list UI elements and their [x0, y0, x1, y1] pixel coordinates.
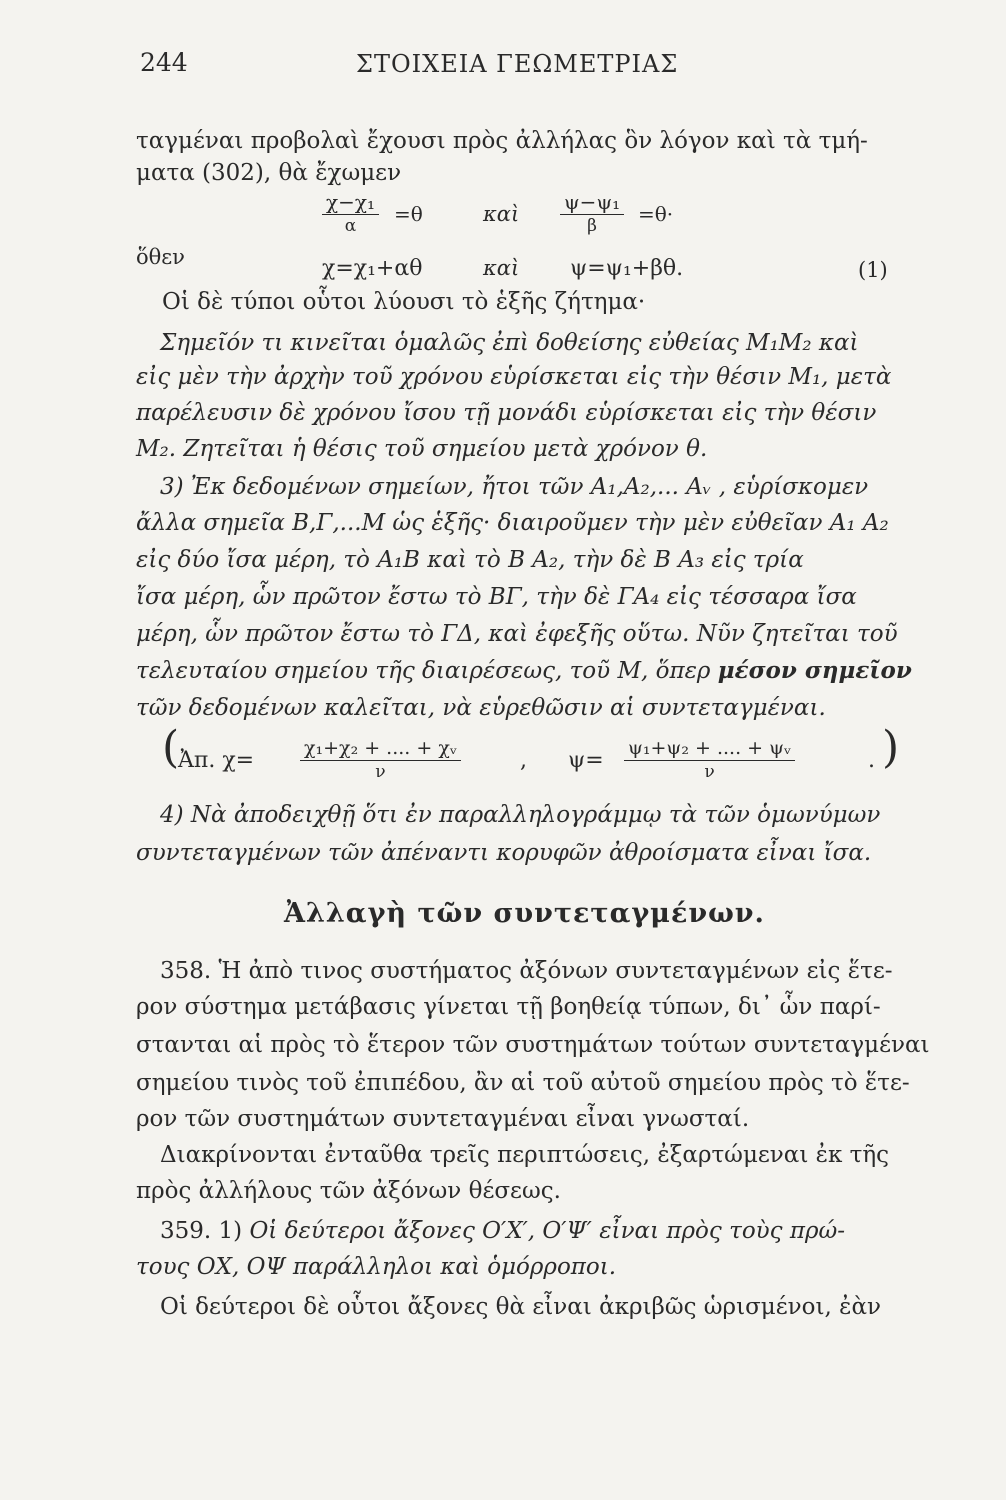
text-line: ταγμέναι προβολαὶ ἔχουσι πρὸς ἀλλήλας ὃν λόγον καὶ τὰ τμή-	[136, 128, 868, 154]
paragraph-line: ρον σύστημα μετάβασις γίνεται τῇ βοηθείᾳ τύπων, δι᾽ ὧν παρί-	[136, 994, 881, 1020]
problem-line: Σημεῖόν τι κινεῖται ὁμαλῶς ἐπὶ δοθείσης εὐθείας Μ₁Μ₂ καὶ	[160, 330, 859, 356]
answer-fraction-psi	[624, 736, 795, 783]
paragraph-line: Διακρίνονται ἐνταῦθα τρεῖς περιπτώσεις, ἐξαρτώμεναι ἐκ τῆς	[160, 1142, 890, 1168]
fraction-denominator: α	[344, 216, 357, 236]
exercise-line: τῶν δεδομένων καλεῖται, νὰ εὑρεθῶσιν αἱ συντεταγμέναι.	[136, 695, 826, 721]
fraction-numerator: ψ₁+ψ₂ + .... + ψᵥ	[624, 736, 795, 761]
exercise-line: εἰς δύο ἴσα μέρη, τὸ Α₁Β καὶ τὸ Β Α₂, τὴν δὲ Β Α₃ εἰς τρία	[136, 547, 804, 573]
equals-theta: =θ·	[638, 202, 674, 226]
answer-fraction-x	[300, 736, 461, 783]
answer-x: Ἀπ. χ=	[178, 748, 255, 773]
conjunction: καὶ	[483, 256, 520, 280]
exercise-text: τελευταίου σημείου τῆς διαιρέσεως, τοῦ Μ, ὅπερ	[136, 658, 718, 684]
exercise-line: ἴσα μέρη, ὧν πρῶτον ἔστω τὸ ΒΓ, τὴν δὲ ΓΑ₄ εἰς τέσσαρα ἴσα	[136, 584, 857, 610]
fraction-psi	[560, 190, 624, 237]
paragraph-line: πρὸς ἀλλήλους τῶν ἀξόνων θέσεως.	[136, 1178, 561, 1204]
comma: ,	[520, 748, 527, 773]
problem-line: Μ₂. Ζητεῖται ἡ θέσις τοῦ σημείου μετὰ χρόνον θ.	[136, 436, 708, 462]
equation-x: χ=χ₁+αθ	[322, 256, 423, 281]
italic-text: Οἱ δεύτεροι ἄξονες Ο′Χ′, Ο′Ψ′ εἶναι πρὸς τοὺς πρώ-	[249, 1218, 846, 1244]
exercise-line: 4) Νὰ ἀποδειχθῇ ὅτι ἐν παραλληλογράμμῳ τὰ τῶν ὁμωνύμων	[160, 802, 881, 828]
paragraph-line: Οἱ δεύτεροι δὲ οὗτοι ἄξονες θὰ εἶναι ἀκριβῶς ὡρισμένοι, ἐὰν	[160, 1294, 881, 1320]
conjunction: καὶ	[483, 202, 520, 226]
problem-line: εἰς μὲν τὴν ἀρχὴν τοῦ χρόνου εὑρίσκεται εἰς τὴν θέσιν Μ₁, μετὰ	[136, 364, 892, 390]
paragraph-line: σημείου τινὸς τοῦ ἐπιπέδου, ἂν αἱ τοῦ αὐτοῦ σημείου πρὸς τὸ ἕτε-	[136, 1070, 910, 1096]
running-title: ΣΤΟΙΧΕΙΑ ΓΕΩΜΕΤΡΙΑΣ	[356, 50, 679, 78]
exercise-line	[136, 656, 912, 686]
exercise-line: μέρη, ὧν πρῶτον ἔστω τὸ ΓΔ, καὶ ἐφεξῆς οὕτω. Νῦν ζητεῖται τοῦ	[136, 621, 898, 647]
period: .	[868, 748, 875, 773]
paragraph-number: 359. 1)	[160, 1218, 250, 1244]
bold-term: μέσον σημεῖον	[717, 657, 912, 684]
paragraph-line: ρον τῶν συστημάτων συντεταγμέναι εἶναι γνωσταί.	[136, 1106, 750, 1132]
right-parenthesis: )	[882, 722, 900, 773]
paragraph-line: τους ΟΧ, ΟΨ παράλληλοι καὶ ὁμόρροποι.	[136, 1254, 617, 1280]
fraction-denominator: ν	[375, 762, 386, 782]
fraction-numerator: χ−χ₁	[322, 190, 379, 215]
fraction-denominator: ν	[704, 762, 715, 782]
fraction-x	[322, 190, 379, 237]
text-othen: ὅθεν	[136, 245, 185, 269]
paragraph-line: στανται αἱ πρὸς τὸ ἕτερον τῶν συστημάτων τούτων συντεταγμέναι	[136, 1032, 930, 1058]
left-parenthesis: (	[162, 722, 180, 773]
exercise-line: 3) Ἐκ δεδομένων σημείων, ἤτοι τῶν Α₁,Α₂,... Αᵥ , εὑρίσκομεν	[160, 474, 869, 500]
page-number: 244	[140, 48, 188, 77]
equation-number: (1)	[858, 258, 888, 282]
fraction-numerator: χ₁+χ₂ + .... + χᵥ	[300, 736, 461, 761]
problem-line: παρέλευσιν δὲ χρόνου ἴσου τῇ μονάδι εὑρίσκεται εἰς τὴν θέσιν	[136, 400, 877, 426]
exercise-line: ἄλλα σημεῖα Β,Γ,...Μ ὡς ἑξῆς· διαιροῦμεν τὴν μὲν εὐθεῖαν Α₁ Α₂	[136, 510, 889, 536]
section-heading: Ἀλλαγὴ τῶν συντεταγμένων.	[284, 898, 765, 929]
equation-psi: ψ=ψ₁+βθ.	[570, 256, 684, 281]
equals-theta: =θ	[394, 202, 423, 226]
fraction-denominator: β	[587, 216, 597, 236]
answer-psi: ψ=	[568, 748, 604, 773]
exercise-line: συντεταγμένων τῶν ἀπέναντι κορυφῶν ἀθροίσματα εἶναι ἴσα.	[136, 840, 872, 866]
text-line: Οἱ δὲ τύποι οὗτοι λύουσι τὸ ἑξῆς ζήτημα·	[162, 289, 646, 315]
fraction-numerator: ψ−ψ₁	[560, 190, 624, 215]
paragraph-line: 358. Ἡ ἀπὸ τινος συστήματος ἀξόνων συντεταγμένων εἰς ἕτε-	[160, 958, 893, 984]
text-line: ματα (302), θὰ ἔχωμεν	[136, 160, 402, 186]
paragraph-line	[160, 1216, 922, 1246]
